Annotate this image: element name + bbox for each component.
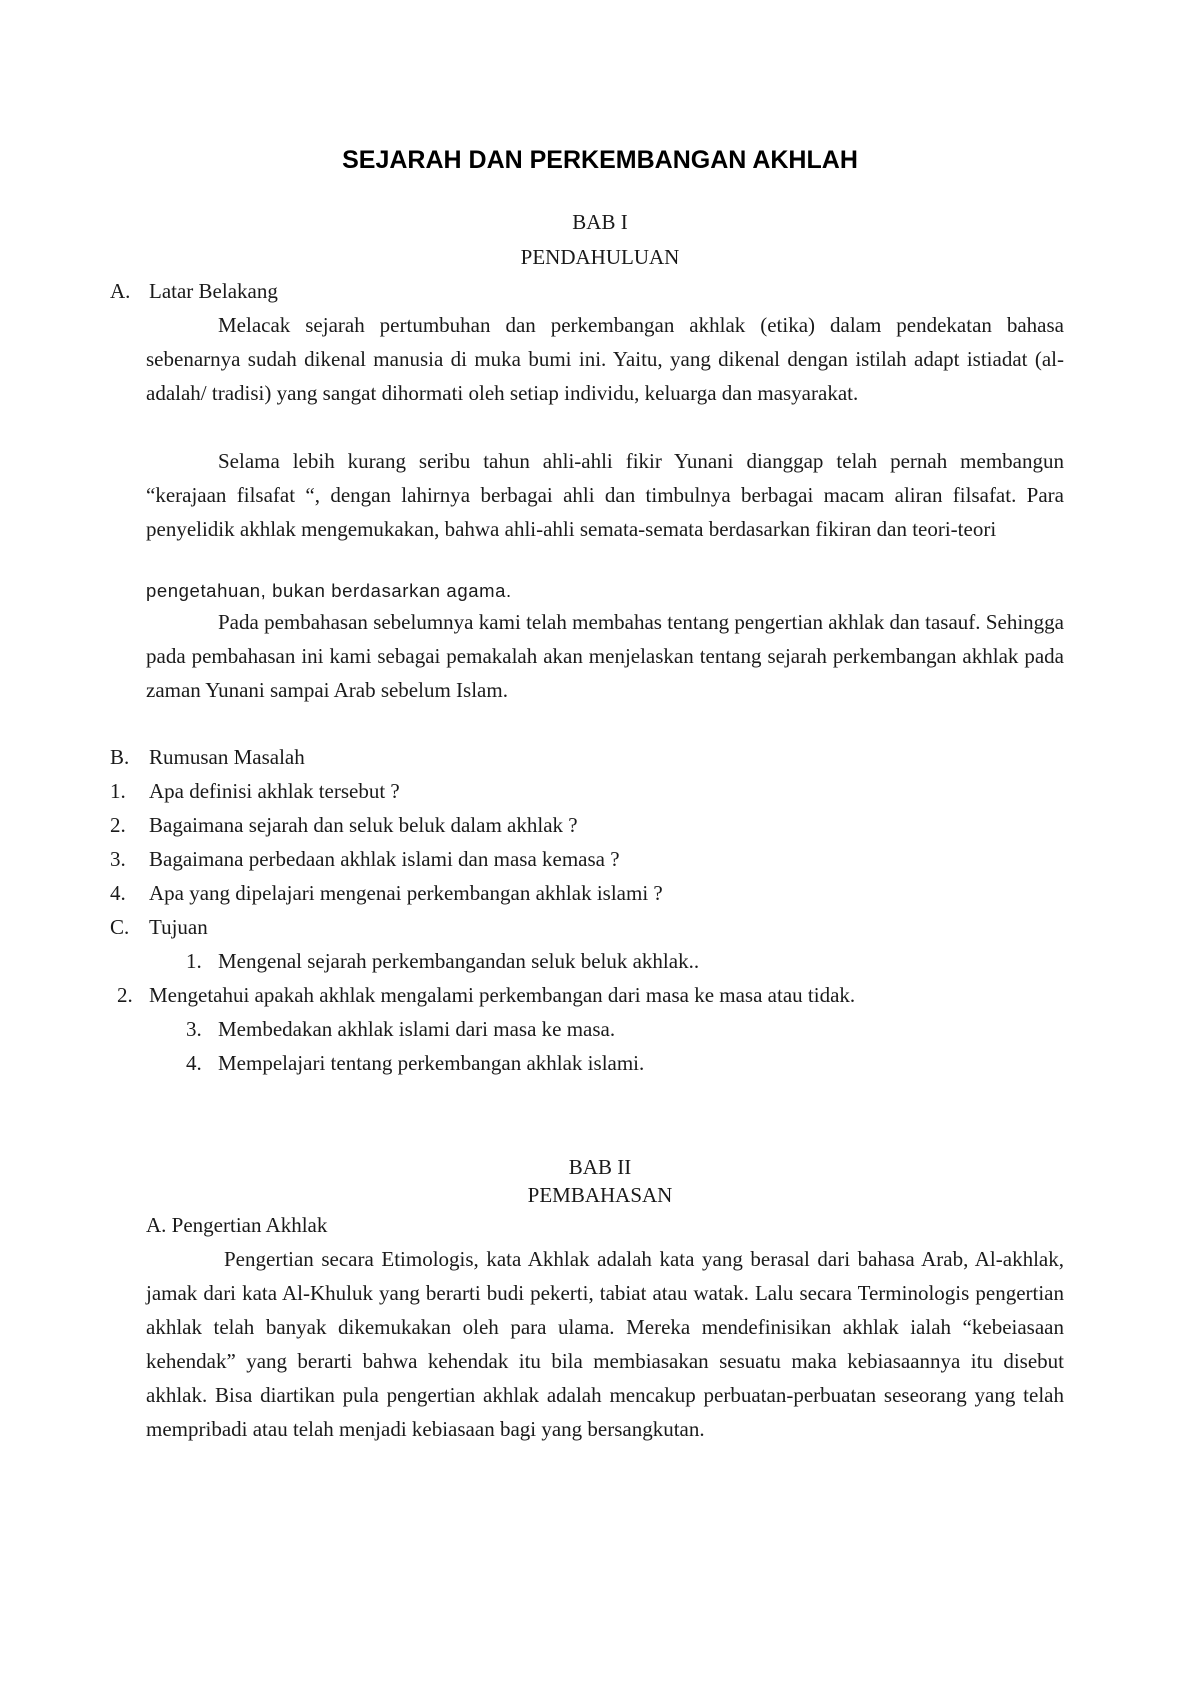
list-text: Bagaimana sejarah dan seluk beluk dalam akhlak ?	[149, 813, 578, 837]
list-item	[186, 1051, 644, 1076]
section-c-heading: Tujuan	[149, 915, 208, 939]
paragraph-latar-1-text: Melacak sejarah pertumbuhan dan perkembangan akhlak (etika) dalam pendekatan bahasa sebenarnya sudah dikenal manusia di muka bumi ini. Yaitu, yang dikenal dengan istilah adapt istiadat (al-adalah/ tradisi) yang sangat dihormati oleh setiap individu, keluarga dan masyarakat.	[146, 313, 1064, 405]
section-c-marker: C.	[110, 915, 130, 939]
paragraph-latar-2-text: Selama lebih kurang seribu tahun ahli-ahli fikir Yunani dianggap telah pernah membangun “kerajaan filsafat “, dengan lahirnya berbagai ahli dan timbulnya berbagai macam aliran filsafat. Para penyelidik akhlak mengemukakan, bahwa ahli-ahli semata-semata berdasarkan fikiran dan teori-teori	[146, 449, 1064, 541]
bab2-label: BAB II	[568, 1155, 632, 1179]
paragraph-latar-2-continuation: pengetahuan, bukan berdasarkan agama.	[146, 580, 512, 601]
paragraph-latar-3-text: Pada pembahasan sebelumnya kami telah membahas tentang pengertian akhlak dan tasauf. Sehingga pada pembahasan ini kami sebagai pemakalah akan menjelaskan tentang sejarah perkembangan akhlak pada zaman Yunani sampai Arab sebelum Islam.	[146, 610, 1064, 702]
list-text: Mengetahui apakah akhlak mengalami perkembangan dari masa ke masa atau tidak.	[149, 983, 856, 1007]
paragraph-pengertian-text: Pengertian secara Etimologis, kata Akhlak adalah kata yang berasal dari bahasa Arab, Al-akhlak, jamak dari kata Al-Khuluk yang berarti budi pekerti, tabiat atau watak. Lalu secara Terminologis pengertian akhlak telah banyak dikemukakan oleh para ulama. Mereka mendefinisikan akhlak ialah “kebeiasaan kehendak” yang berarti bahwa kehendak itu bila membiasakan sesuatu maka kebiasaannya itu disebut akhlak. Bisa diartikan pula pengertian akhlak adalah mencakup perbuatan-perbuatan seseorang yang telah mempribadi atau telah menjadi kebiasaan bagi yang bersangkutan.	[146, 1247, 1064, 1441]
list-number: 1.	[186, 949, 202, 973]
list-item	[117, 983, 855, 1008]
list-text: Apa yang dipelajari mengenai perkembangan akhlak islami ?	[149, 881, 663, 905]
list-number: 3.	[186, 1017, 202, 1041]
bab2-heading: PEMBAHASAN	[527, 1183, 673, 1207]
list-number: 1.	[110, 779, 126, 803]
list-text: Mengenal sejarah perkembangandan seluk beluk akhlak..	[218, 949, 700, 973]
list-item	[110, 847, 620, 872]
list-number: 2.	[110, 813, 126, 837]
list-number: 2.	[117, 983, 133, 1007]
section-b-marker: B.	[110, 745, 130, 769]
section-b-heading: Rumusan Masalah	[149, 745, 305, 769]
section-a-heading: Latar Belakang	[149, 279, 278, 303]
list-item	[186, 1017, 615, 1042]
list-number: 4.	[110, 881, 126, 905]
paragraph-pengertian	[146, 1242, 1064, 1446]
list-item	[186, 949, 699, 974]
paragraph-latar-1	[146, 308, 1064, 410]
list-text: Apa definisi akhlak tersebut ?	[149, 779, 400, 803]
list-item	[110, 881, 663, 906]
list-text: Bagaimana perbedaan akhlak islami dan masa kemasa ?	[149, 847, 620, 871]
list-item	[110, 779, 400, 804]
list-number: 3.	[110, 847, 126, 871]
bab1-label: BAB I	[572, 210, 628, 234]
paragraph-latar-2	[146, 444, 1064, 546]
list-text: Membedakan akhlak islami dari masa ke masa.	[218, 1017, 616, 1041]
document-title: SEJARAH DAN PERKEMBANGAN AKHLAH	[342, 146, 858, 174]
bab2-section-a-heading: A. Pengertian Akhlak	[146, 1213, 328, 1237]
paragraph-latar-3	[146, 605, 1064, 707]
list-item	[110, 813, 578, 838]
section-a-marker: A.	[110, 279, 131, 303]
list-text: Mempelajari tentang perkembangan akhlak islami.	[218, 1051, 645, 1075]
bab1-heading: PENDAHULUAN	[520, 245, 680, 269]
list-number: 4.	[186, 1051, 202, 1075]
